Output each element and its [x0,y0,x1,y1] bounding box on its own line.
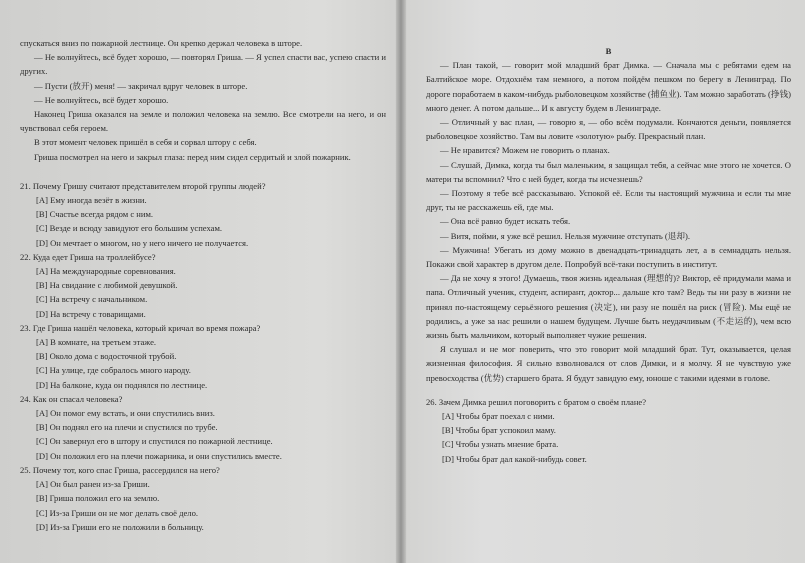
option-d: [D] Чтобы брат дал какой-нибудь совет. [442,453,587,464]
option-b: [B] Гриша положил его на землю. [36,493,160,504]
option-d: [D] Он мечтает о многом, но у него ничего не получается. [36,237,249,248]
right-page [404,0,805,563]
story-paragraph: — Слушай, Димка, когда ты был маленьким, я защищал тебя, а сейчас мне этого не хочется. О матери ты вспомнил? Что с ней будет, когда ты исчезнешь? [426,159,791,184]
story-paragraph: Гриша посмотрел на него и закрыл глаза: перед ним сидел сердитый и злой пожарник. [34,151,351,162]
story-paragraph: — Да не хочу я этого! Думаешь, твоя жизнь идеальная (理想的)? Виктор, её придумали мама и папа. Отличный ученик, студент, аспирант, доктор... дальше кто там? Ведь ты ни разу в жизни не принял по-настоящему серьёзного решения (决定), ни разу не пошёл на риск (冒险). Мы ещё не родились, а уже за нас решили о нашем будущем. Лучше быть неудачливым (不走运的), чем всю жизнь быть мальчиком, который выполняет чужие решения. [426,273,791,341]
story-paragraph: — Пусти (放开) меня! — закричал вдруг человек в шторе. [34,80,248,91]
question-25: 25. Почему тот, кого спас Гриша, рассердился на него? [20,464,220,475]
story-paragraph: — Поэтому я тебе всё рассказываю. Успокой её. Если ты настоящий мужчина и если ты мне друг, ты не расскажешь ей, где мы. [426,188,791,213]
question-26: 26. Зачем Димка решил поговорить с братом о своём плане? [426,396,647,407]
story-paragraph: Я слушал и не мог поверить, что это говорит мой младший брат. Тут, оказывается, целая жизненная философия. Я сильно взволновался от слов Димки, и я молчу. Я не чувствую уже превосходства (优势) старшего брата. Я будут завидую ему, юноше с такими идеями в голове. [426,344,791,383]
question-22: 22. Куда едет Гриша на троллейбусе? [20,251,156,262]
option-b: [B] Он поднял его на плечи и спустился по трубе. [36,422,218,433]
story-paragraph: — Витя, пойми, я уже всё решил. Нельзя мужчине отступать (退却). [440,230,690,241]
option-b: [B] Счастье всегда рядом с ним. [36,209,154,220]
option-d: [D] На балконе, куда он поднялся по лестнице. [36,379,208,390]
question-24: 24. Как он спасал человека? [20,393,123,404]
option-c: [C] Чтобы узнать мнение брата. [442,439,559,450]
story-paragraph: — Она всё равно будет искать тебя. [440,216,571,227]
story-paragraph: В этот момент человек пришёл в себя и сорвал штору с себя. [34,137,257,148]
right-text-column [426,44,791,466]
left-text-column [20,36,386,534]
option-d: [D] На встречу с товарищами. [36,308,146,319]
left-page [0,0,400,563]
option-a: [A] Он был ранен из-за Гриши. [36,479,150,490]
option-a: [A] На международные соревнования. [36,266,176,277]
option-a: [A] Чтобы брат поехал с ними. [442,411,555,422]
question-21: 21. Почему Гришу считают представителем второй группы людей? [20,180,266,191]
option-c: [C] На улице, где собралось много народу. [36,365,191,376]
option-d: [D] Из-за Гриши его не положили в больницу. [36,521,204,532]
option-c: [C] Из-за Гриши он не мог делать своё дело. [36,507,199,518]
story-paragraph: спускаться вниз по пожарной лестнице. Он крепко держал человека в шторе. [20,38,303,48]
story-paragraph: Наконец Гриша оказался на земле и положил человека на землю. Все смотрели на него, и он чувствовал себя героем. [20,109,386,134]
option-b: [B] Чтобы брат успокоил маму. [442,425,556,436]
story-paragraph: — Не волнуйтесь, всё будет хорошо, — повторял Гриша. — Я успел спасти вас, успею спасти и других. [20,52,386,77]
option-b: [B] Около дома с водосточной трубой. [36,351,177,362]
option-a: [A] Ему иногда везёт в жизни. [36,195,147,206]
option-c: [C] Он завернул его в штору и спустился по пожарной лестнице. [36,436,273,447]
option-a: [A] Он помог ему встать, и они спустились вниз. [36,408,215,419]
option-c: [C] Везде и всюду завидуют его большим успехам. [36,223,223,234]
story-paragraph: — План такой, — говорит мой младший брат Димка. — Сначала мы с ребятами едем на Балтийское море. Отдохнём там немного, а потом пойдём пешком по берегу в Ленинград. По дороге поработаем в каком-нибудь рыболовецком хозяйстве (捕鱼业). Там можно заработать (挣钱) много денег. А потом дальше... И к августу будем в Ленинграде. [426,60,791,113]
option-d: [D] Он положил его на плечи пожарника, и они спустились вместе. [36,450,282,461]
option-c: [C] На встречу с начальником. [36,294,148,305]
section-heading: B [605,46,612,56]
story-paragraph: — Не волнуйтесь, всё будет хорошо. [34,94,169,105]
story-paragraph: — Отличный у вас план, — говорю я, — обо всём подумали. Кончаются деньги, появляется рыболовецкое хозяйство. Там вы ловите «золотую» рыбу. Прекрасный план. [426,117,791,142]
story-paragraph: — Мужчина! Убегать из дому можно в двенадцать-тринадцать лет, а в семнадцать нельзя. Покажи свой характер в другом деле. Попробуй всё-таки поступить в институт. [426,244,791,270]
story-paragraph: — Не нравится? Можем не говорить о планах. [440,145,610,156]
option-a: [A] В комнате, на третьем этаже. [36,337,157,348]
option-b: [B] На свидание с любимой девушкой. [36,280,178,291]
question-23: 23. Где Гриша нашёл человека, который кричал во время пожара? [20,322,261,333]
